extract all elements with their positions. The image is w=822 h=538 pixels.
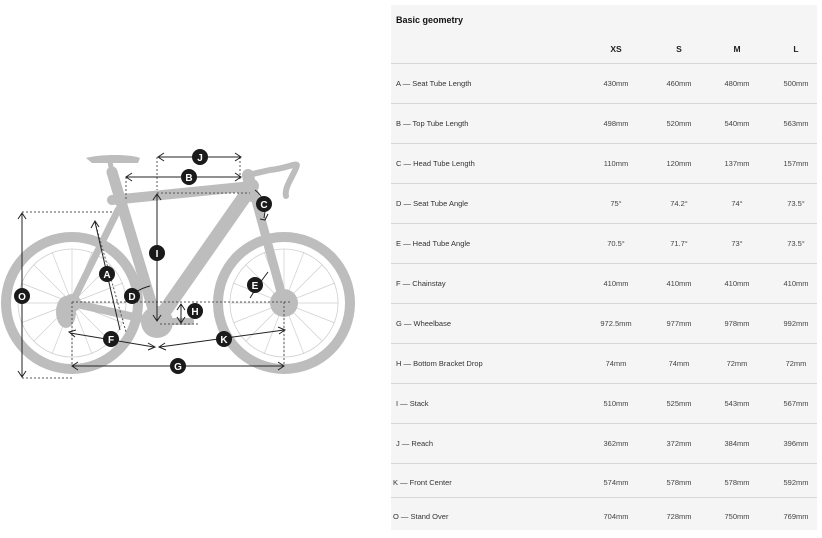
label-E — [247, 277, 263, 293]
label-I — [149, 245, 165, 261]
label-H — [187, 303, 203, 319]
geometry-row-seat-tube-angle: D — Seat Tube Angle 75° 74.2° 74° 73.5° — [391, 184, 817, 224]
svg-text:J: J — [197, 153, 203, 164]
geometry-row-seat-tube-length: A — Seat Tube Length 430mm 460mm 480mm 500mm — [391, 64, 817, 104]
svg-text:G: G — [174, 362, 182, 373]
geometry-row-wheelbase: G — Wheelbase 972.5mm 977mm 978mm 992mm — [391, 304, 817, 344]
svg-text:O: O — [18, 292, 26, 303]
svg-text:B: B — [185, 173, 193, 184]
geometry-header-row — [391, 33, 817, 64]
svg-text:E: E — [251, 281, 259, 292]
svg-text:F: F — [107, 335, 115, 346]
size-header-m: M — [733, 44, 741, 54]
size-header-s: S — [676, 44, 682, 54]
geometry-row-bottom-bracket-drop: H — Bottom Bracket Drop 74mm 74mm 72mm 72mm — [391, 344, 817, 384]
label-J — [192, 149, 208, 165]
label-F — [103, 331, 119, 347]
svg-text:A: A — [103, 270, 111, 281]
geometry-row-reach: J — Reach 362mm 372mm 384mm 396mm — [391, 424, 817, 464]
svg-text:C: C — [260, 200, 268, 211]
geometry-title: Basic geometry — [396, 15, 464, 25]
label-A — [99, 266, 115, 282]
label-B — [181, 169, 197, 185]
svg-text:K: K — [220, 335, 228, 346]
label-G — [170, 358, 186, 374]
geometry-row-head-tube-angle: E — Head Tube Angle 70.5° 71.7° 73° 73.5° — [391, 224, 817, 264]
saddle — [86, 155, 140, 163]
bike-frame — [72, 162, 297, 322]
svg-text:H: H — [191, 307, 199, 318]
bike-illustration — [0, 0, 390, 533]
label-D — [124, 288, 140, 304]
geometry-row-stand-over: O — Stand Over 704mm 728mm 750mm 769mm — [393, 512, 809, 521]
label-C — [256, 196, 272, 212]
size-header-xs: XS — [610, 44, 622, 54]
geometry-row-top-tube-length: B — Top Tube Length 498mm 520mm 540mm 563mm — [391, 104, 817, 144]
svg-text:I: I — [155, 249, 159, 260]
geometry-row-front-center: K — Front Center 574mm 578mm 578mm 592mm — [391, 464, 817, 498]
geometry-row-stack: I — Stack 510mm 525mm 543mm 567mm — [391, 384, 817, 424]
geometry-table — [391, 5, 817, 530]
label-K — [216, 331, 232, 347]
geometry-row-chainstay: F — Chainstay 410mm 410mm 410mm 410mm — [391, 264, 817, 304]
bike-geometry-diagram — [0, 0, 390, 533]
size-header-l: L — [793, 44, 799, 54]
svg-text:D: D — [128, 292, 136, 303]
label-O — [14, 288, 30, 304]
geometry-row-head-tube-length: C — Head Tube Length 110mm 120mm 137mm 157mm — [391, 144, 817, 184]
